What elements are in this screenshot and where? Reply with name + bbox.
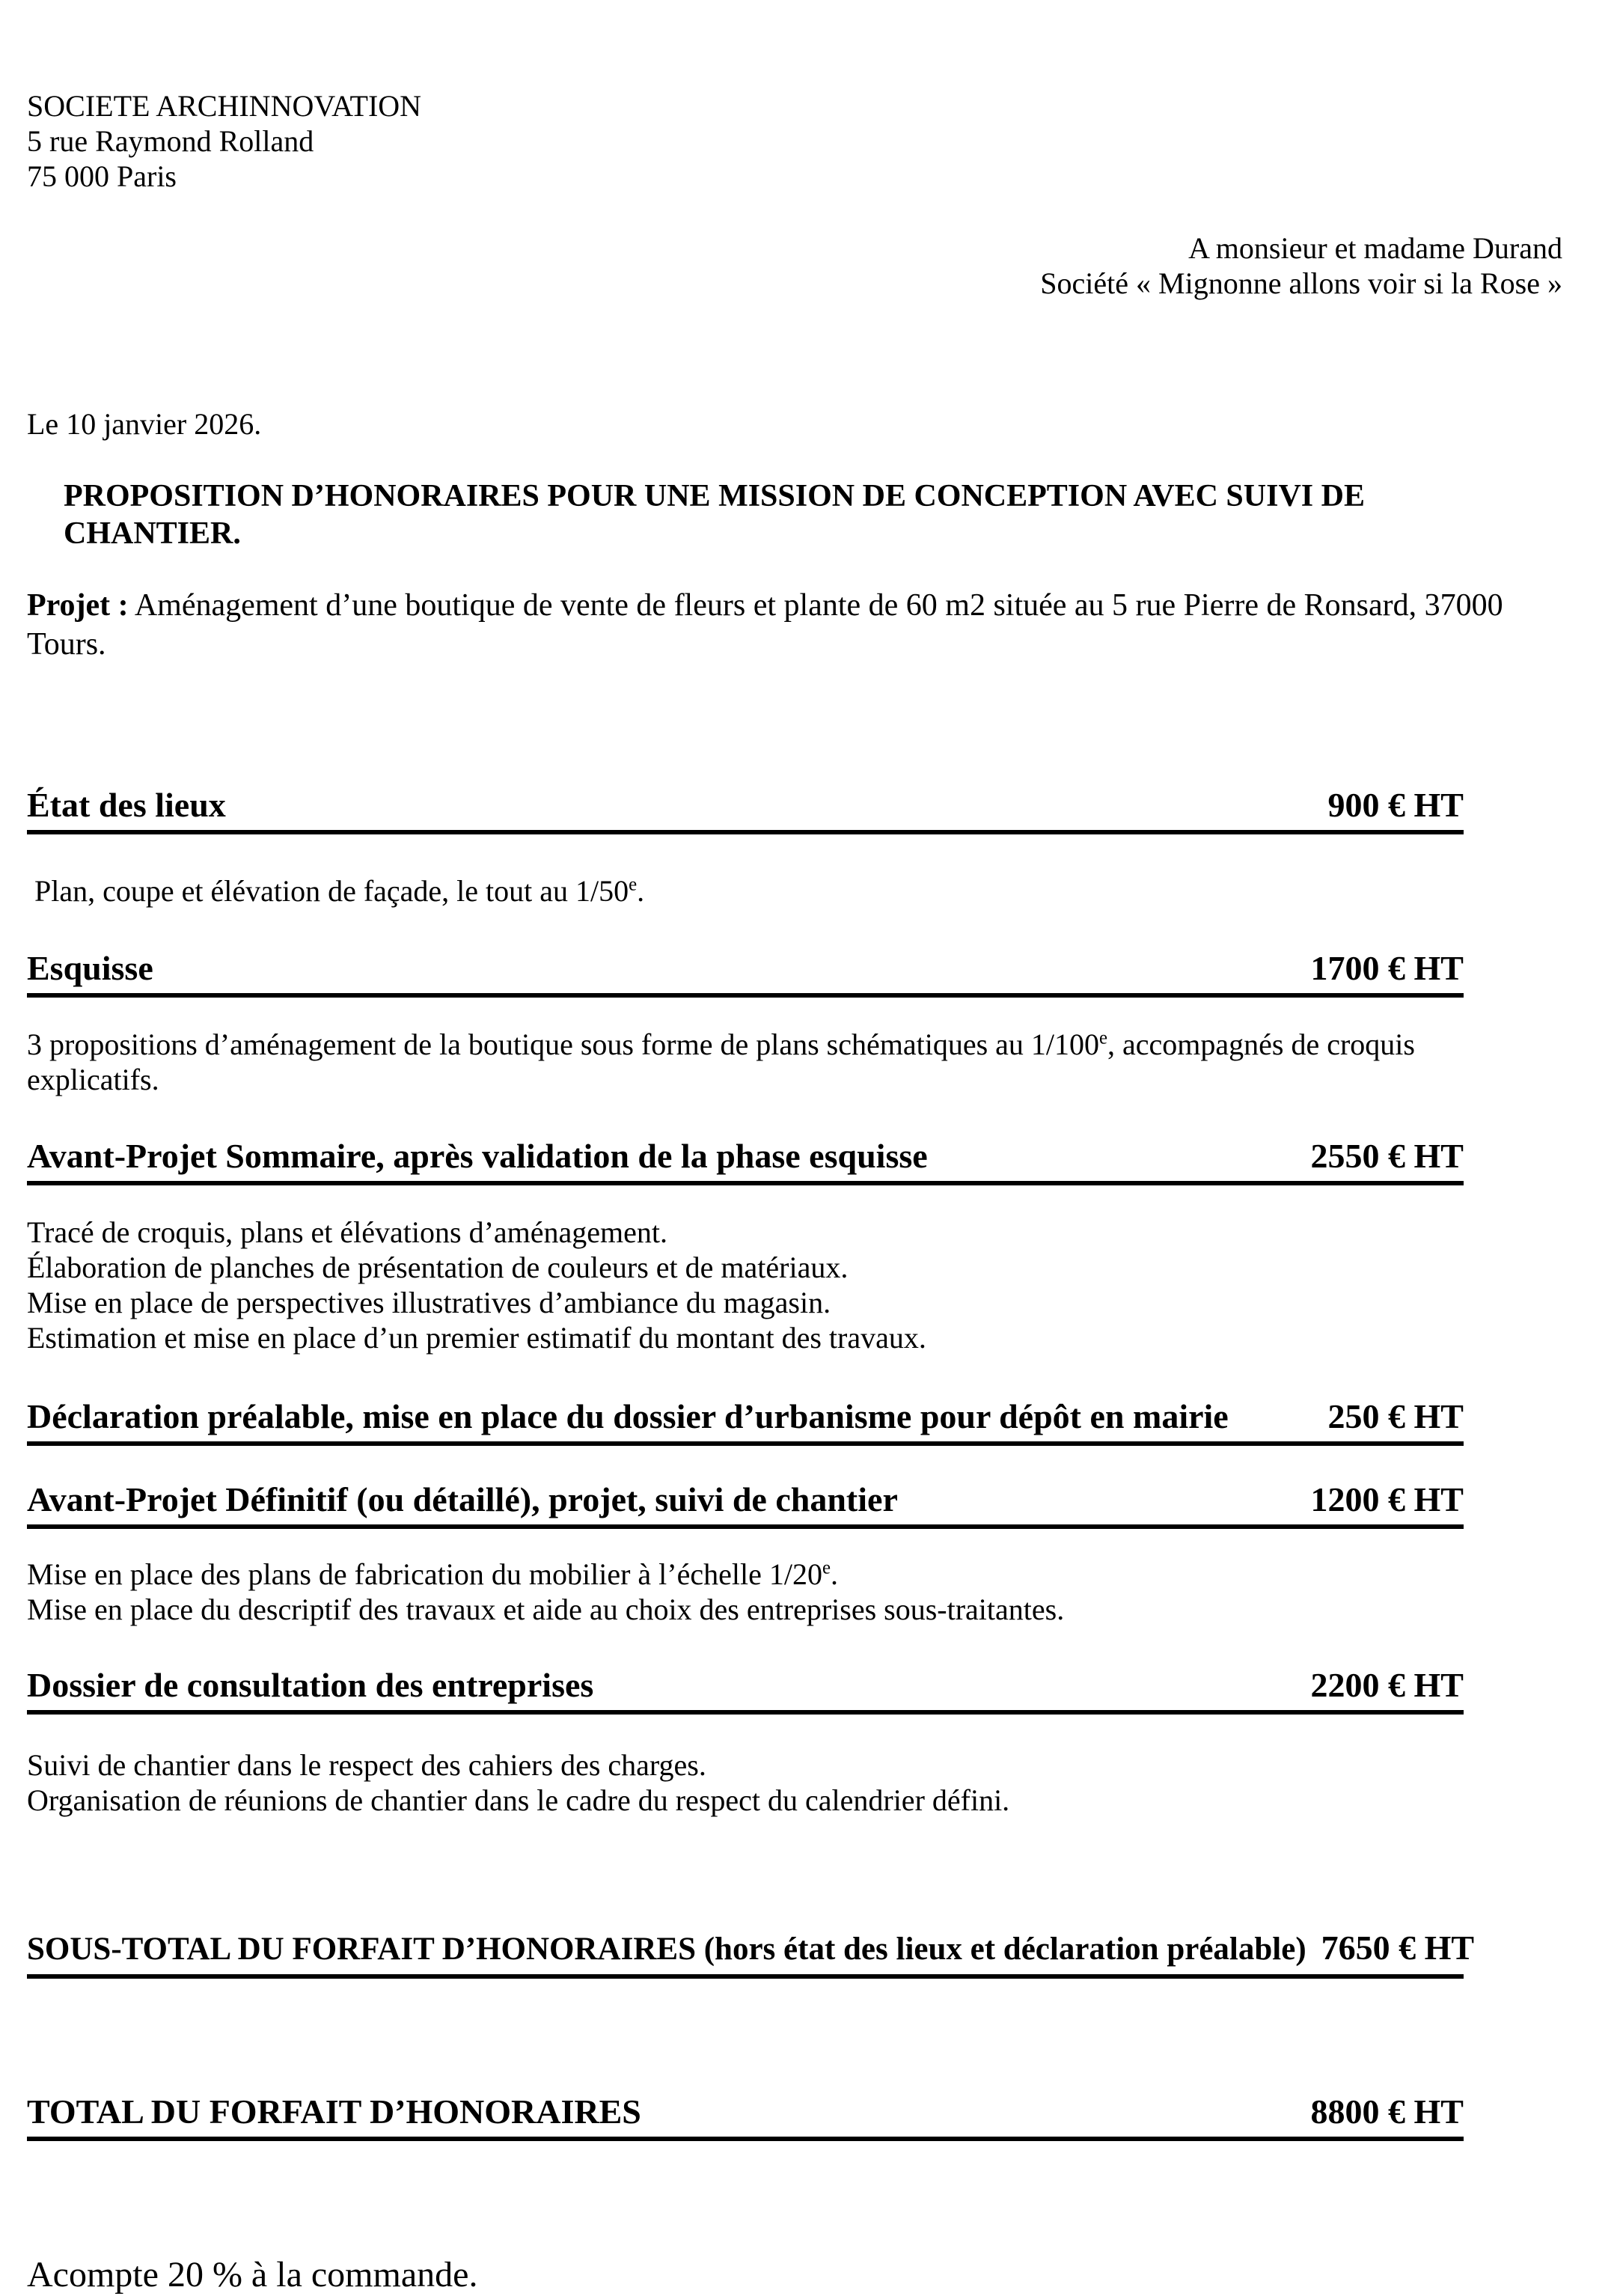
superscript-ordinal: e bbox=[629, 874, 638, 895]
detail-line: Estimation et mise en place d’un premier estimatif du montant des travaux. bbox=[27, 1321, 926, 1355]
fee-row-etat-des-lieux bbox=[27, 786, 1464, 834]
sender-address-line2: 75 000 Paris bbox=[27, 159, 177, 193]
fee-heading: Avant-Projet Sommaire, après validation de la phase esquisse bbox=[27, 1137, 928, 1175]
sender-block bbox=[27, 88, 1620, 194]
date-line: Le 10 janvier 2026. bbox=[27, 407, 262, 441]
subtotal-amount: 7650 € HT bbox=[1321, 1929, 1475, 1967]
total-amount: 8800 € HT bbox=[1310, 2092, 1464, 2131]
fee-details-esquisse bbox=[27, 1027, 1530, 1097]
detail-line: Suivi de chantier dans le respect des cahiers des charges. bbox=[27, 1748, 706, 1782]
document-title: PROPOSITION D’HONORAIRES POUR UNE MISSION DE CONCEPTION AVEC SUIVI DE CHANTIER. bbox=[64, 479, 1365, 551]
total-label: TOTAL DU FORFAIT D’HONORAIRES bbox=[27, 2092, 641, 2131]
fee-details-avant-projet-definitif bbox=[27, 1557, 1530, 1627]
subtotal-row bbox=[27, 1929, 1475, 1979]
fee-row-avant-projet-definitif bbox=[27, 1480, 1464, 1529]
recipient-line2: Société « Mignonne allons voir si la Rose » bbox=[1040, 266, 1562, 300]
fee-amount: 250 € HT bbox=[1327, 1397, 1464, 1435]
fee-row-declaration-prealable bbox=[27, 1397, 1464, 1446]
superscript-ordinal: e bbox=[1099, 1028, 1108, 1048]
fee-amount: 2200 € HT bbox=[1310, 1666, 1464, 1704]
project-label: Projet : bbox=[27, 588, 129, 623]
recipient-block bbox=[0, 230, 1562, 301]
fee-heading: Avant-Projet Définitif (ou détaillé), projet, suivi de chantier bbox=[27, 1480, 898, 1518]
detail-line: Mise en place de perspectives illustratives d’ambiance du magasin. bbox=[27, 1286, 831, 1319]
detail-line: 3 propositions d’aménagement de la boutique sous forme de plans schématiques au 1/100e, accompagnés de croquis explicatifs. bbox=[27, 1028, 1422, 1096]
total-row bbox=[27, 2092, 1464, 2141]
fee-amount: 1700 € HT bbox=[1310, 949, 1464, 987]
deposit-note: Acompte 20 % à la commande. bbox=[27, 2255, 478, 2295]
fee-row-esquisse bbox=[27, 949, 1464, 998]
project-description: Aménagement d’une boutique de vente de fleurs et plante de 60 m2 située au 5 rue Pierre de Ronsard, 37000 Tours. bbox=[27, 588, 1503, 662]
detail-line: Mise en place du descriptif des travaux et aide au choix des entreprises sous-traitantes. bbox=[27, 1593, 1065, 1626]
fee-row-avant-projet-sommaire bbox=[27, 1137, 1464, 1185]
detail-line: Tracé de croquis, plans et élévations d’aménagement. bbox=[27, 1215, 668, 1249]
fee-heading: Dossier de consultation des entreprises bbox=[27, 1666, 594, 1704]
fee-amount: 2550 € HT bbox=[1310, 1137, 1464, 1175]
detail-line: Organisation de réunions de chantier dans le cadre du respect du calendrier défini. bbox=[27, 1783, 1010, 1817]
fee-row-dossier-consultation bbox=[27, 1666, 1464, 1715]
detail-line: Mise en place des plans de fabrication du mobilier à l’échelle 1/20e. bbox=[27, 1557, 838, 1591]
recipient-line1: A monsieur et madame Durand bbox=[1188, 231, 1562, 265]
fee-heading: État des lieux bbox=[27, 786, 226, 824]
project-line bbox=[27, 586, 1553, 664]
fee-details-avant-projet-sommaire bbox=[27, 1215, 1530, 1355]
subtotal-label: SOUS-TOTAL DU FORFAIT D’HONORAIRES (hors état des lieux et déclaration préalable) bbox=[27, 1932, 1306, 1967]
fee-heading: Esquisse bbox=[27, 949, 153, 987]
fee-details-dossier-consultation bbox=[27, 1747, 1530, 1818]
fee-amount: 1200 € HT bbox=[1310, 1480, 1464, 1518]
fee-heading: Déclaration préalable, mise en place du dossier d’urbanisme pour dépôt en mairie bbox=[27, 1397, 1229, 1435]
fee-details-etat-des-lieux bbox=[27, 873, 1530, 909]
superscript-ordinal: e bbox=[822, 1557, 831, 1578]
detail-line: Plan, coupe et élévation de façade, le tout au 1/50e. bbox=[27, 874, 645, 908]
fee-amount: 900 € HT bbox=[1327, 786, 1464, 824]
sender-address-line1: 5 rue Raymond Rolland bbox=[27, 124, 314, 158]
detail-line: Élaboration de planches de présentation de couleurs et de matériaux. bbox=[27, 1251, 849, 1284]
sender-name: SOCIETE ARCHINNOVATION bbox=[27, 89, 422, 123]
